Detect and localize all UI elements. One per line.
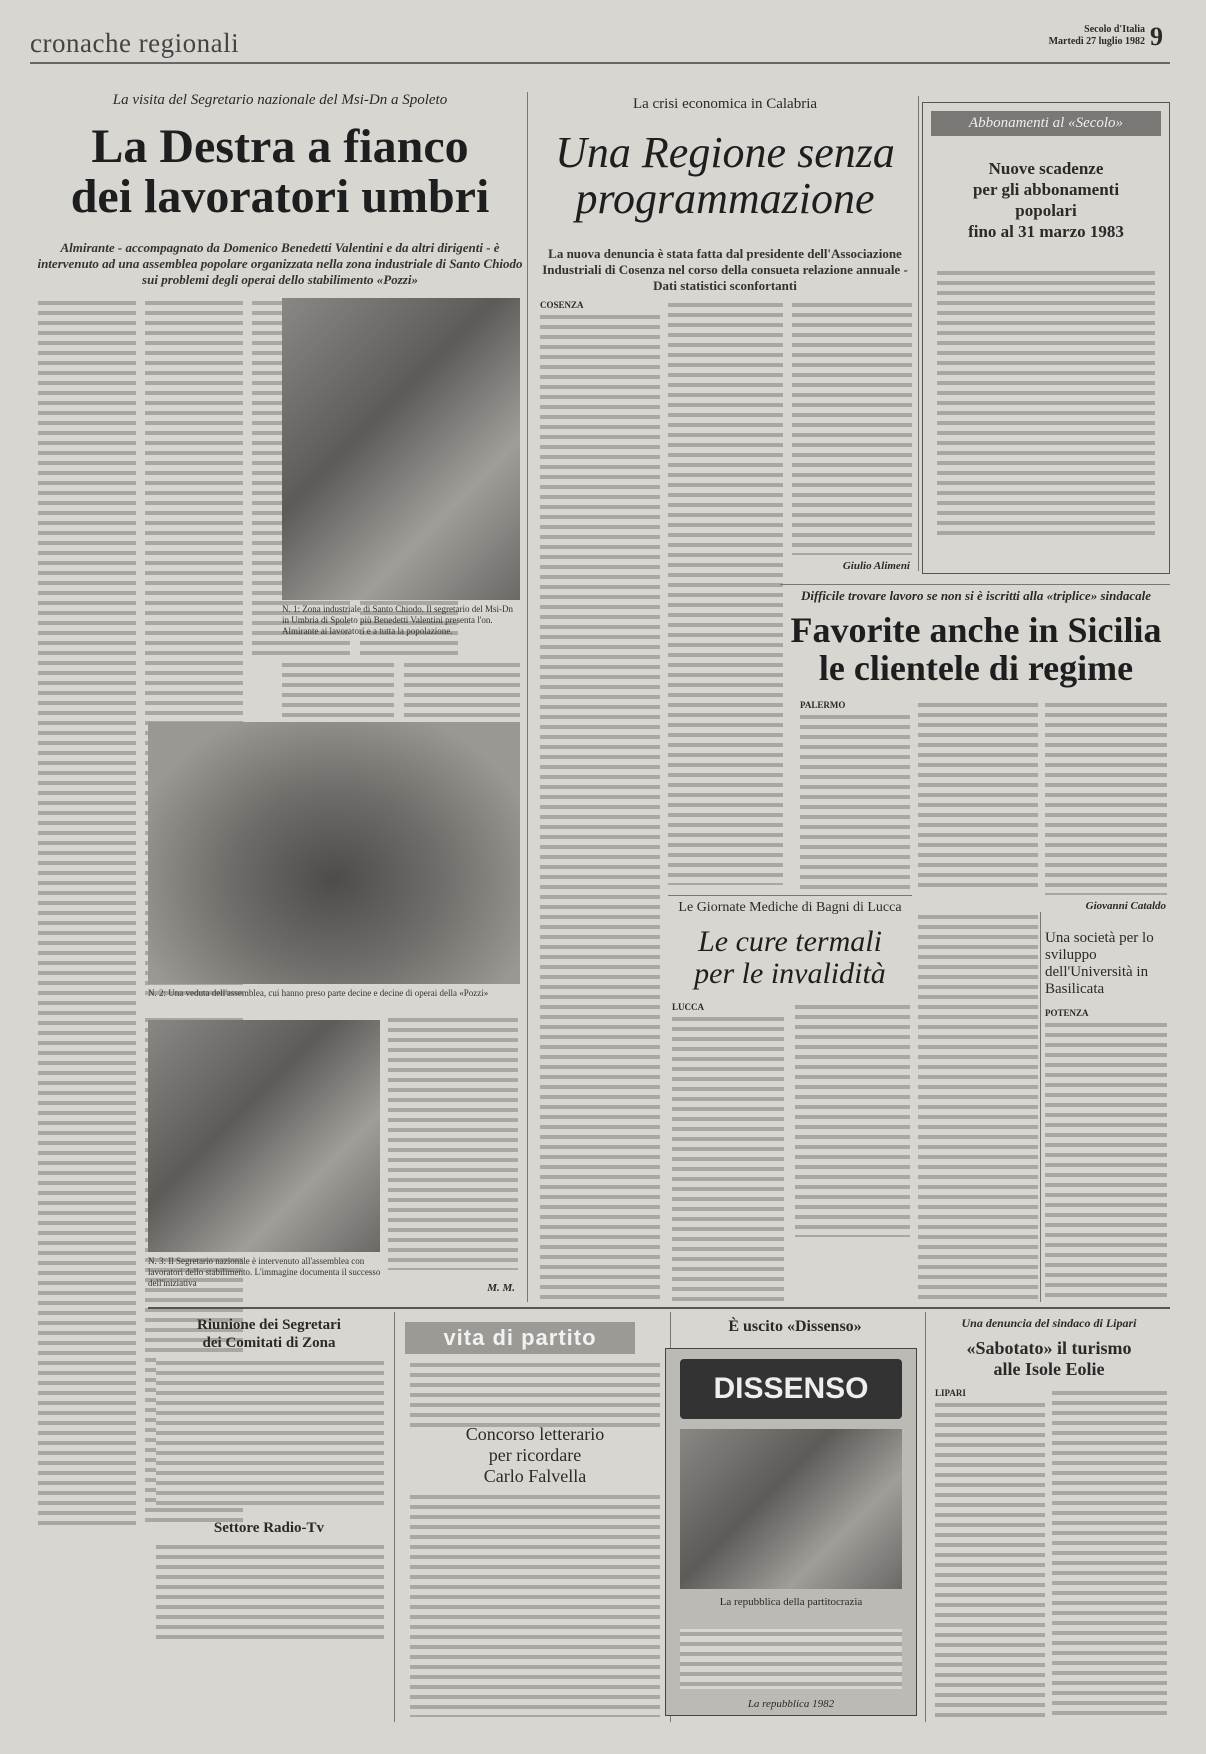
calabria-col-2 [668, 300, 783, 885]
riunione-body [156, 1358, 384, 1508]
dissenso-logo: DISSENSO [680, 1359, 902, 1419]
concorso-line1: Concorso letterario [465, 1424, 605, 1444]
lucca-col-1 [672, 1014, 784, 1302]
column-rule-2 [918, 96, 919, 571]
photo-workers-group [148, 1020, 380, 1252]
paper-name: Secolo d'Italia [1084, 24, 1145, 35]
lipari-headline-line1: «Sabotato» il turismo [966, 1338, 1132, 1358]
photo-caption-2: N. 2: Una veduta dell'assemblea, cui hanno preso parte decine e decine di operai della «Pozzi» [148, 988, 489, 998]
abbonamenti-line4: fino al 31 marzo 1983 [968, 222, 1124, 241]
sicilia-dateline: PALERMO [800, 700, 846, 710]
photo-caption-1: N. 1: Zona industriale di Santo Chiodo. Il segretario del Msi-Dn in Umbria di Spoleto più Benedetti Valentini presenta l'on. Almirante ai lavoratori e a tutta la popolazione. [282, 604, 513, 636]
vita-body [410, 1360, 660, 1430]
dissenso-cover [665, 1348, 917, 1716]
riunione-title-line2: dei Comitati di Zona [202, 1335, 336, 1351]
lucca-kicker: Le Giornate Mediche di Bagni di Lucca [678, 900, 902, 915]
sicilia-col-1 [800, 712, 910, 892]
sicilia-col-4 [918, 912, 1038, 1302]
sicilia-col-3 [1045, 700, 1167, 895]
basilicata-dateline: POTENZA [1045, 1008, 1089, 1018]
calabria-col-3 [792, 300, 912, 555]
concorso-line3: Carlo Falvella [483, 1466, 587, 1486]
lipari-col-2 [1052, 1388, 1167, 1720]
abbonamenti-text [923, 158, 1169, 242]
sicilia-rule [780, 584, 1170, 585]
sicilia-kicker: Difficile trovare lavoro se non si è iscritti alla «triplice» sindacale [800, 588, 1151, 603]
spoleto-subhead: Almirante - accompagnato da Domenico Benedetti Valentini e da altri dirigenti - è intervenuto ad una assemblea popolare organizzata nella zona industriale di Santo Chiodo sui problemi degli operai dello stabilimento «Pozzi» [37, 240, 523, 287]
bottom-rule [148, 1307, 1170, 1309]
abbonamenti-body-text [937, 268, 1155, 538]
page-number: 9 [1150, 22, 1163, 51]
lucca-dateline: LUCCA [672, 1002, 705, 1012]
column-rule-3 [1040, 912, 1041, 1302]
spoleto-col-1 [38, 298, 136, 1528]
concorso-body [410, 1492, 660, 1717]
sicilia-signature: Giovanni Cataldo [1085, 900, 1166, 912]
photo-caption-3: N. 3: Il Segretario nazionale è intervenuto all'assemblea con lavoratori dello stabilimento. L'immagine documenta il successo dell'iniziativa [148, 1256, 381, 1288]
radio-body [156, 1542, 384, 1642]
abbonamenti-box [922, 102, 1170, 574]
issue-date: Martedì 27 luglio 1982 [1048, 36, 1145, 47]
lipari-headline-line2: alle Isole Eolie [993, 1359, 1105, 1379]
radio-title: Settore Radio-Tv [213, 1520, 325, 1536]
sicilia-headline-line2: le clientele di regime [818, 647, 1134, 688]
lucca-rule [668, 895, 912, 896]
column-rule-1 [527, 92, 528, 1302]
header-rule [30, 62, 1170, 64]
calabria-subhead: La nuova denuncia è stata fatta dal presidente dell'Associazione Industriali di Cosenza nel corso della consueta relazione annuale - Dati statistici sconfortanti [542, 246, 908, 293]
column-rule-6 [925, 1312, 926, 1722]
spoleto-headline [30, 122, 530, 223]
dissenso-title: È uscito «Dissenso» [728, 1318, 862, 1335]
vita-di-partito-banner: vita di partito [405, 1322, 635, 1354]
concorso-title [405, 1424, 665, 1487]
sicilia-headline [782, 612, 1170, 688]
lucca-headline [668, 926, 912, 989]
spoleto-headline-line1: La Destra a fianco [91, 120, 469, 173]
spoleto-headline-line2: dei lavoratori umbri [70, 170, 490, 224]
abbonamenti-title: Abbonamenti al «Secolo» [931, 111, 1161, 136]
section-title: cronache regionali [30, 28, 240, 58]
riunione-title [150, 1316, 388, 1352]
calabria-kicker: La crisi economica in Calabria [632, 96, 818, 112]
dissenso-cover-illustration [680, 1429, 902, 1589]
basilicata-col [1045, 1020, 1167, 1302]
calabria-headline-line1: Una Regione senza [555, 128, 895, 177]
dissenso-cover-body [680, 1629, 902, 1689]
sicilia-col-2 [918, 700, 1038, 890]
lipari-kicker: Una denuncia del sindaco di Lipari [961, 1316, 1137, 1330]
photo-assembly-crowd [148, 722, 520, 984]
calabria-dateline: COSENZA [540, 300, 584, 310]
spoleto-caption-text-b [404, 660, 520, 720]
column-rule-4 [394, 1312, 395, 1722]
calabria-headline [535, 130, 915, 222]
abbonamenti-line1: Nuove scadenze [988, 159, 1104, 178]
spoleto-signature: M. M. [487, 1282, 515, 1294]
calabria-signature: Giulio Alimeni [842, 560, 910, 572]
dissenso-cover-footer: La repubblica 1982 [747, 1698, 835, 1710]
lucca-headline-line2: per le invalidità [694, 956, 886, 990]
dissenso-cover-text: La repubblica della partitocrazia [719, 1596, 863, 1608]
photo-almirante-speech [282, 298, 520, 600]
lipari-headline [930, 1338, 1168, 1380]
lipari-col-1 [935, 1400, 1045, 1720]
lucca-col-2 [795, 1002, 910, 1237]
riunione-title-line1: Riunione dei Segretari [197, 1317, 341, 1333]
abbonamenti-line2: per gli abbonamenti [972, 180, 1120, 199]
lucca-headline-line1: Le cure termali [698, 925, 882, 958]
calabria-headline-line2: programmazione [575, 174, 875, 224]
spoleto-caption-text-a [282, 660, 394, 720]
lipari-dateline: LIPARI [935, 1388, 966, 1398]
abbonamenti-line3: popolari [1015, 201, 1077, 220]
spoleto-kicker: La visita del Segretario nazionale del Msi-Dn a Spoleto [112, 92, 448, 108]
calabria-col-1 [540, 312, 660, 1302]
masthead-info [1035, 24, 1145, 48]
sicilia-headline-line1: Favorite anche in Sicilia [790, 610, 1162, 650]
concorso-line2: per ricordare [488, 1445, 582, 1465]
spoleto-col-5 [388, 1015, 518, 1270]
basilicata-headline: Una società per lo sviluppo dell'Università in Basilicata [1045, 930, 1154, 997]
